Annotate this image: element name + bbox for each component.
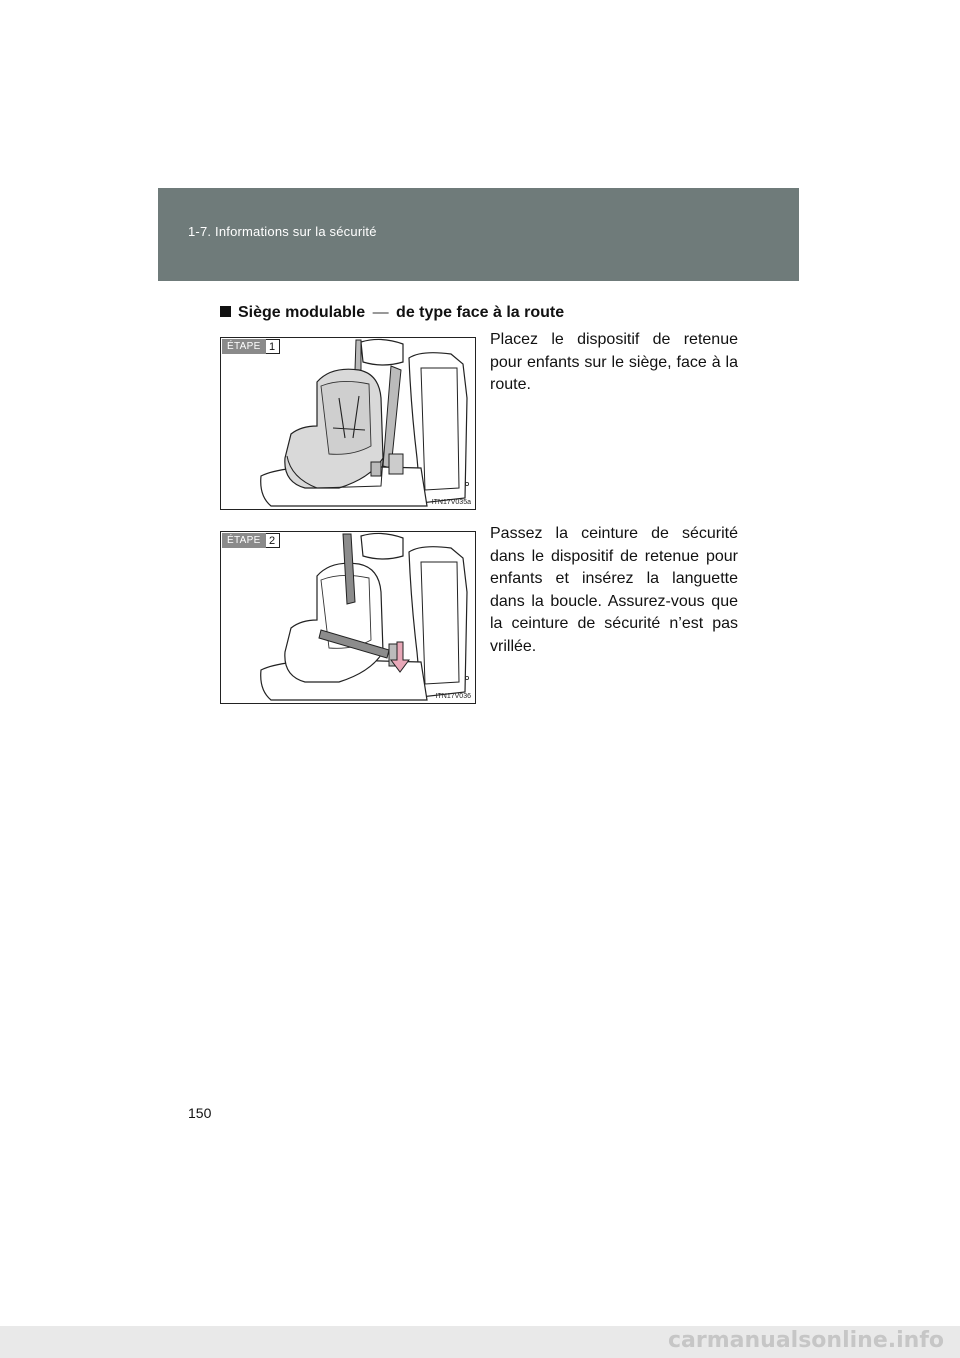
step-1-badge bbox=[222, 339, 280, 354]
step-2-badge bbox=[222, 533, 280, 548]
step-2-text: Passez la ceinture de sécurité dans le dispositif de retenue pour enfants et insérez la languette dans la boucle. Assurez-vous que la ceinture de sécurité n’est pas vrillée. bbox=[490, 525, 738, 655]
section-title-dash: — bbox=[372, 304, 389, 321]
page-number: 150 bbox=[188, 1105, 212, 1121]
step-2-illustration bbox=[220, 531, 476, 704]
child-seat-forward-facing-drawing bbox=[221, 338, 475, 509]
figure-code: ITN17V035a bbox=[431, 499, 471, 506]
step-badge-number: 2 bbox=[266, 533, 280, 548]
section-title-main: Siège modulable bbox=[238, 304, 366, 321]
section-title bbox=[220, 304, 564, 322]
step-badge-label: ÉTAPE bbox=[222, 533, 266, 548]
step-1-illustration bbox=[220, 337, 476, 510]
step-1-text: Placez le dispositif de retenue pour enfants sur le siège, face à la route. bbox=[490, 331, 738, 393]
section-breadcrumb: 1-7. Informations sur la sécurité bbox=[188, 224, 377, 239]
section-title-rest: de type face à la route bbox=[396, 304, 565, 321]
child-seat-belt-buckle-drawing bbox=[221, 532, 475, 703]
figure-code: ITN17V036 bbox=[435, 693, 471, 700]
watermark-bar bbox=[0, 1326, 960, 1358]
step-badge-label: ÉTAPE bbox=[222, 339, 266, 354]
step-badge-number: 1 bbox=[266, 339, 280, 354]
square-bullet-icon bbox=[220, 306, 231, 317]
watermark-text: carmanualsonline.info bbox=[668, 1328, 944, 1353]
